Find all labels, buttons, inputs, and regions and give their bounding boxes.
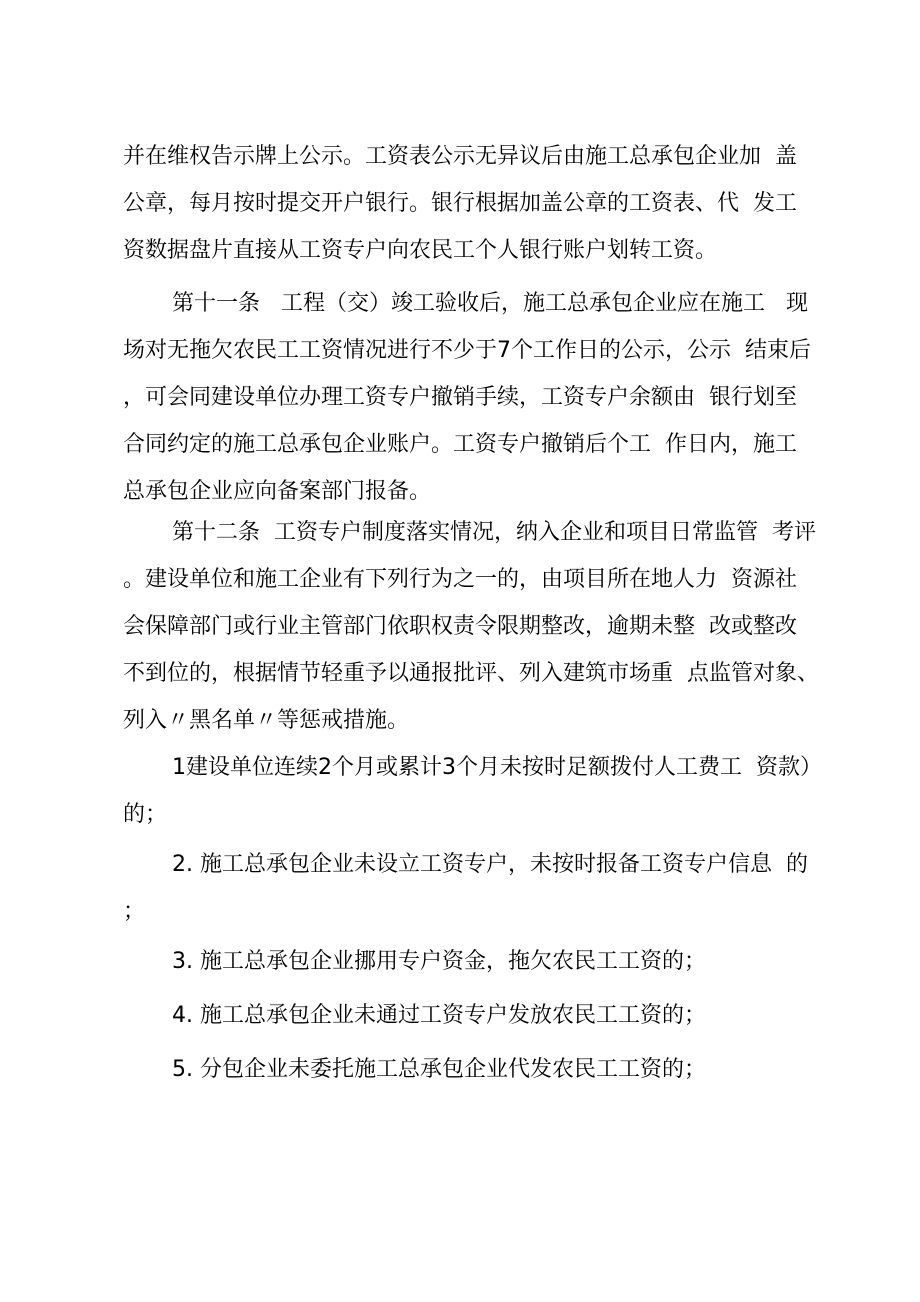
text-line-5: 场对无拖欠农民工工资情况进行不少于7个工作日的公示，公示 结束后 (123, 338, 811, 363)
text-line-10: 。建设单位和施工企业有下列行为之一的，由项目所在地人力 资源社 (123, 567, 797, 592)
text-line-11: 会保障部门或行业主管部门依职权责令限期整改，逾期未整 改或整改 (123, 614, 797, 639)
text-line-2: 公章，每月按时提交开户银行。银行根据加盖公章的工资表、代 发工 (123, 191, 797, 216)
text-line-13: 列入〃黑名单〃等惩戒措施。 (123, 708, 410, 733)
text-line-15: 的； (123, 802, 168, 827)
text-line-19: 4. 施工总承包企业未通过工资专户发放农民工工资的； (172, 1003, 706, 1028)
text-line-18: 3. 施工总承包企业挪用专户资金，拖欠农民工工资的； (172, 949, 706, 974)
text-line-4: 第十一条 工程（交）竣工验收后，施工总承包企业应在施工 现 (172, 291, 808, 316)
text-line-1: 并在维权告示牌上公示。工资表公示无异议后由施工总承包企业加 盖 (123, 144, 797, 169)
text-line-14: 1建设单位连续2个月或累计3个月未按时足额拨付人工费工 资款） (172, 755, 822, 780)
text-line-3: 资数据盘片直接从工资专户向农民工个人银行账户划转工资。 (123, 238, 718, 263)
text-line-12: 不到位的，根据情节轻重予以通报批评、列入建筑市场重 点监管对象、 (123, 661, 819, 686)
text-line-17: ； (123, 899, 146, 924)
text-line-20: 5. 分包企业未委托施工总承包企业代发农民工工资的； (172, 1057, 706, 1082)
text-line-9: 第十二条 工资专户制度落实情况，纳入企业和项目日常监管 考评 (172, 520, 816, 545)
text-line-6: ，可会同建设单位办理工资专户撤销手续，工资专户余额由 银行划至 (123, 385, 797, 410)
text-line-8: 总承包企业应向备案部门报备。 (123, 479, 432, 504)
text-line-16: 2. 施工总承包企业未设立工资专户，未按时报备工资专户信息 的 (172, 852, 808, 877)
text-line-7: 合同约定的施工总承包企业账户。工资专户撤销后个工 作日内，施工 (123, 432, 797, 457)
